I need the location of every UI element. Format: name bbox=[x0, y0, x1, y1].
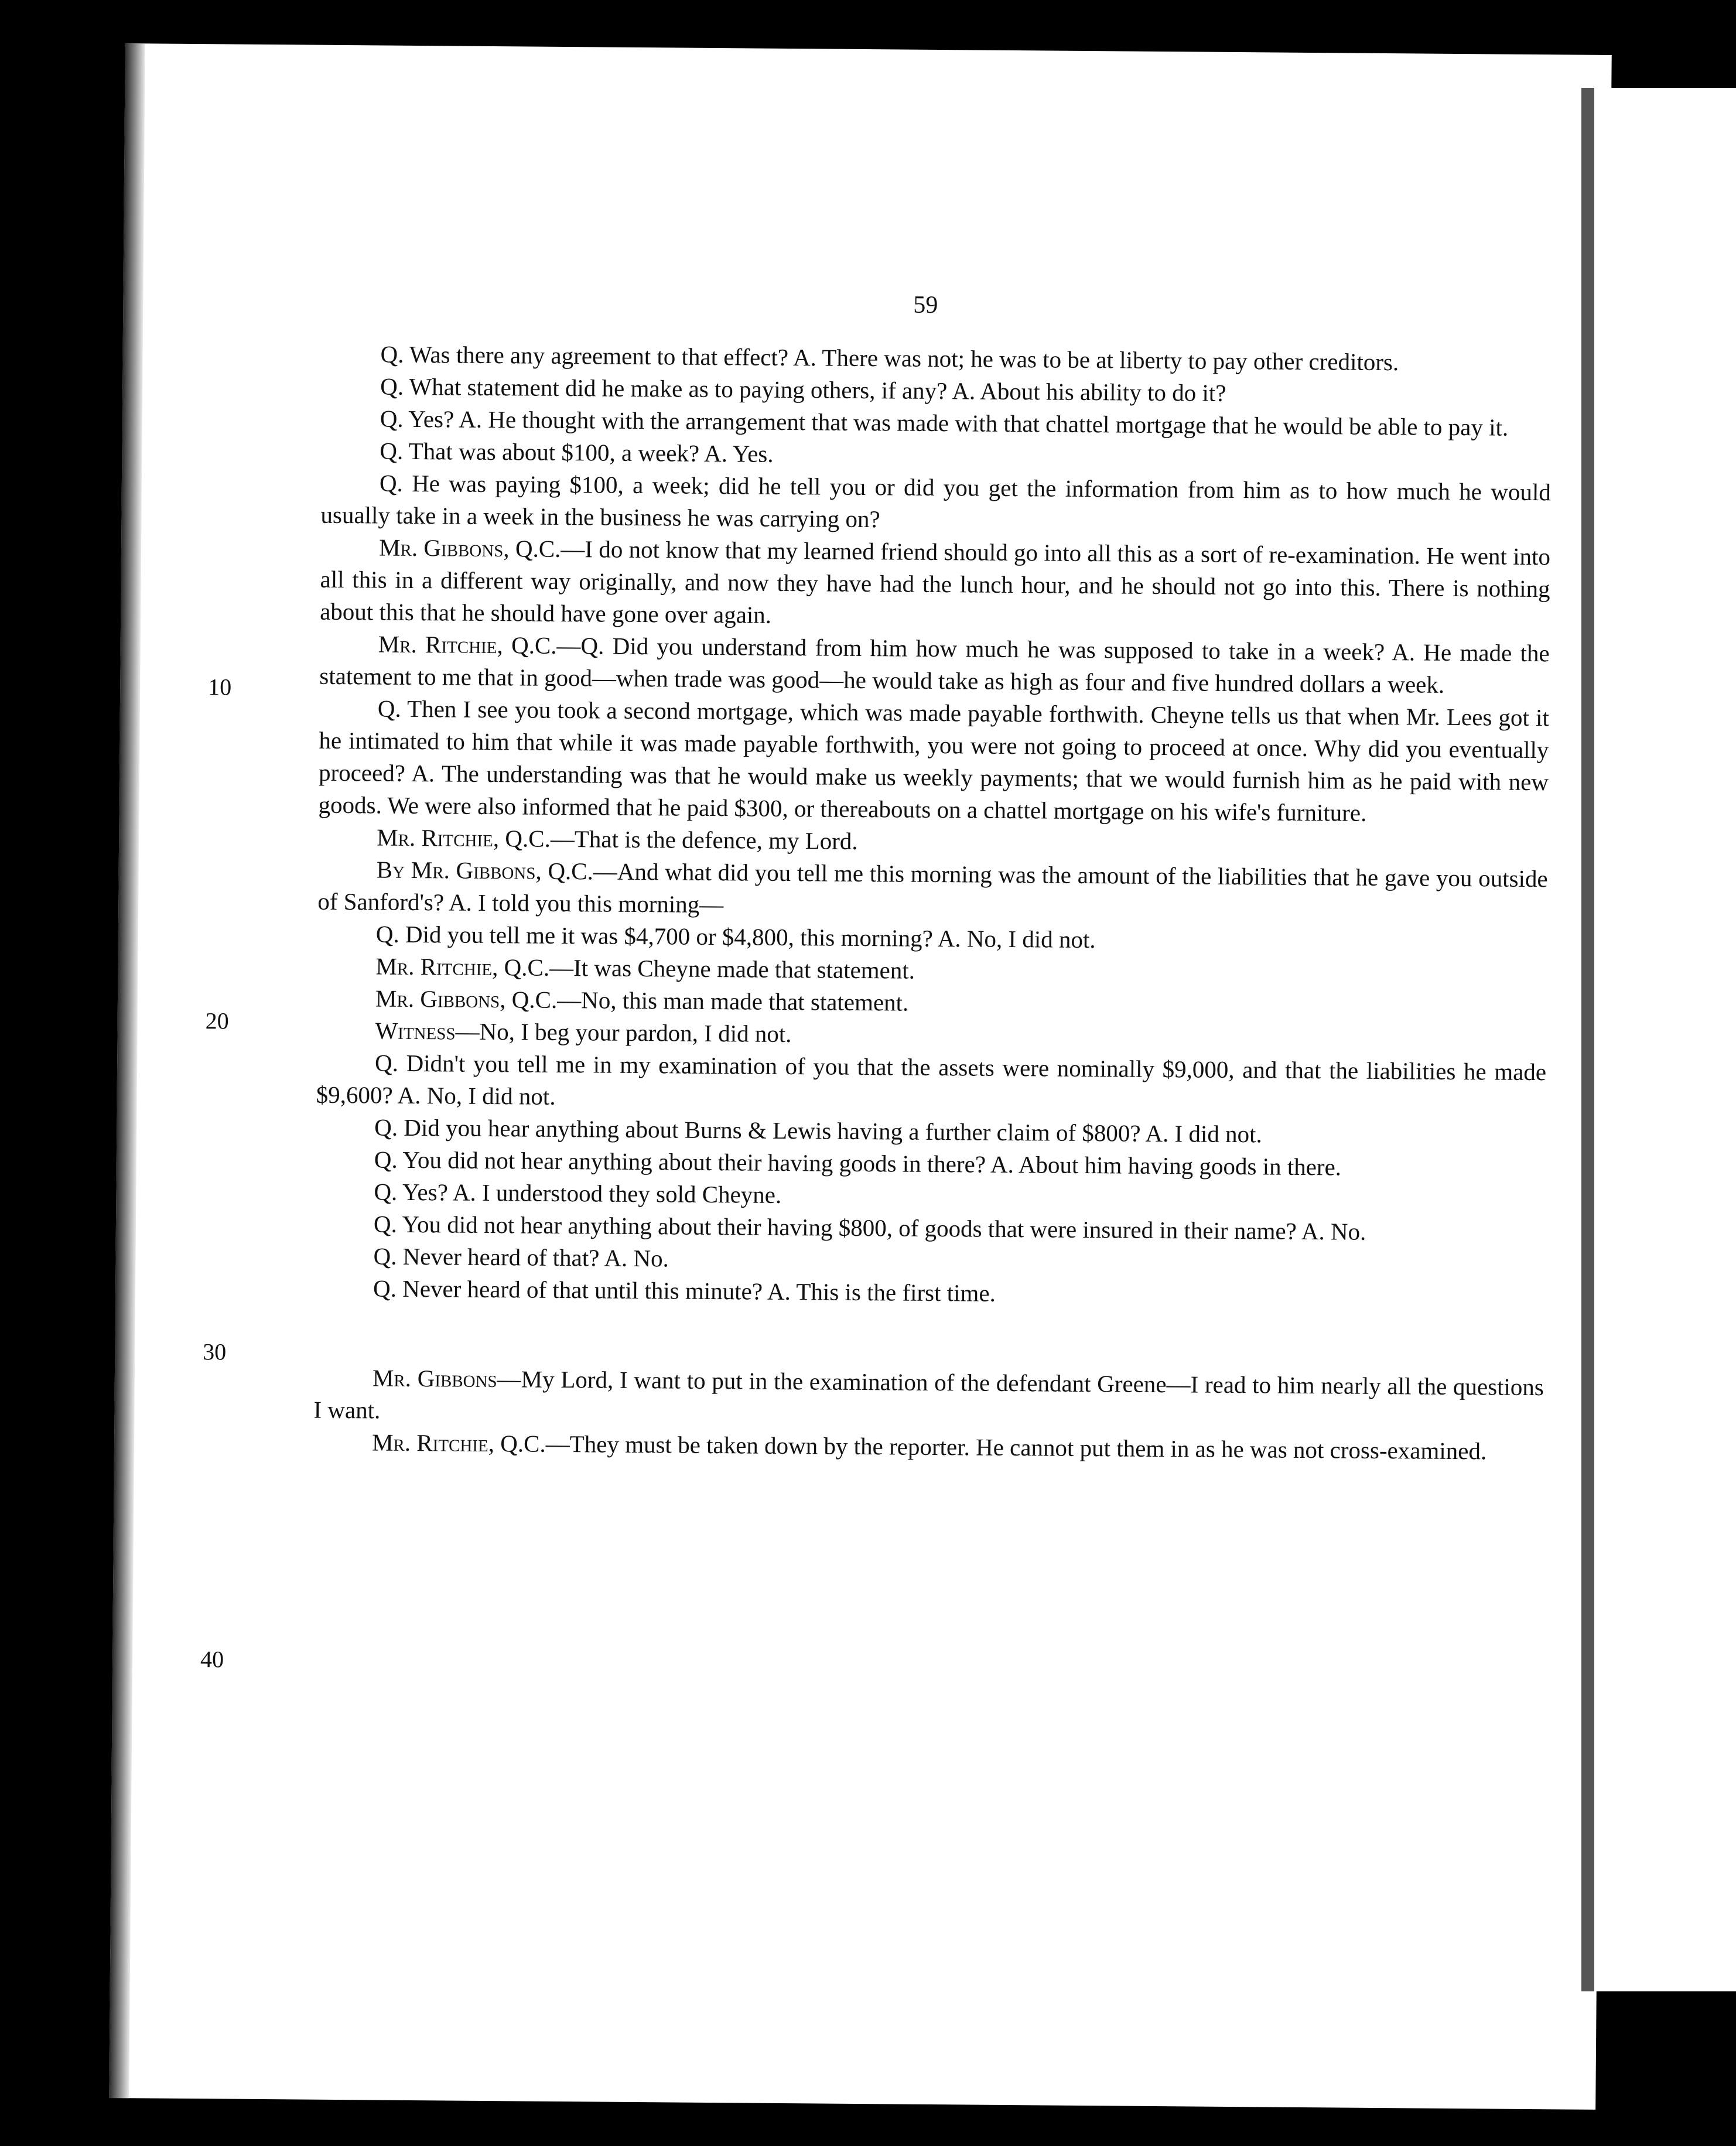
counsel-objection: Mr. Gibbons, Q.C.—I do not know that my learned friend should go into all this as a sort of re-examination. He went into all this in a different way originally, and now they have had the lunch hour, and he should not go into this. There is nothing about this that he should have gone over again. bbox=[320, 534, 1551, 628]
testimony-paragraph: Q. Never heard of that until this minute? A. This is the first time. bbox=[373, 1274, 996, 1307]
line-number-40: 40 bbox=[200, 1646, 224, 1673]
witness-statement: Witness—No, I beg your pardon, I did not. bbox=[375, 1017, 792, 1048]
counsel-question: Mr. Ritchie, Q.C.—Q. Did you understand from him how much he was supposed to take in a week? A. He made the statement to me that in good—when trade was good—he would take as high as four and five hundred dollars a week. bbox=[319, 630, 1550, 698]
document-page bbox=[109, 43, 1611, 2110]
testimony-paragraph: Q. Did you tell me it was $4,700 or $4,800, this morning? A. No, I did not. bbox=[375, 920, 1096, 954]
testimony-paragraph: Q. Yes? A. He thought with the arrangement that was made with that chattel mortgage that he would be able to pay it. bbox=[380, 405, 1509, 441]
testimony-paragraph: Q. What statement did he make as to paying others, if any? A. About his ability to do it? bbox=[380, 373, 1226, 406]
line-number-20: 20 bbox=[205, 1007, 229, 1034]
transcript-body bbox=[200, 338, 1552, 1673]
testimony-paragraph: Q. That was about $100, a week? A. Yes. bbox=[380, 437, 774, 467]
speaker-name: Mr. Gibbons bbox=[372, 1364, 497, 1393]
speaker-name: Mr. Ritchie bbox=[375, 952, 493, 981]
post-testimony-section bbox=[313, 1362, 1544, 1468]
speaker-name: Mr. Gibbons bbox=[378, 534, 504, 562]
counsel-question: By Mr. Gibbons, Q.C.—And what did you tell me this morning was the amount of the liabilities that he gave you outside of Sanford's? A. I told you this morning— bbox=[317, 856, 1548, 918]
speaker-name: Mr. Ritchie bbox=[371, 1429, 488, 1457]
page-number: 59 bbox=[913, 291, 938, 319]
page-gutter-shadow bbox=[109, 43, 145, 2098]
testimony-paragraph: Q. Did you hear anything about Burns & Lewis having a further claim of $800? A. I did not. bbox=[374, 1113, 1262, 1148]
counsel-statement: Mr. Ritchie, Q.C.—It was Cheyne made that statement. bbox=[375, 952, 915, 984]
speaker-name: Mr. Gibbons bbox=[375, 985, 500, 1013]
testimony-paragraph: Q. Didn't you tell me in my examination of you that the assets were nominally $9,000, and that the liabilities he made $9,600? A. No, I did not. bbox=[316, 1049, 1547, 1110]
testimony-paragraph: Q. You did not hear anything about their having goods in there? A. About him having goods in there. bbox=[374, 1146, 1342, 1181]
speaker-name: Mr. Ritchie bbox=[378, 630, 497, 659]
speaker-name: Witness bbox=[375, 1017, 456, 1045]
facing-page-edge bbox=[1581, 88, 1736, 1991]
counsel-statement: Mr. Ritchie, Q.C.—That is the defence, my Lord. bbox=[377, 823, 858, 855]
testimony-paragraph: Q. Yes? A. I understood they sold Cheyne. bbox=[374, 1178, 782, 1208]
testimony-paragraph: Q. He was paying $100, a week; did he tell you or did you get the information from him as to how much he would usually take in a week in the business he was carrying on? bbox=[320, 469, 1552, 533]
testimony-paragraph: Q. Then I see you took a second mortgage, which was made payable forthwith. Cheyne tells us that when Mr. Lees got it he intimated to him that while it was made payable forthwith, you were not going to proceed at once. Why did you eventually proceed? A. The understanding was that he would make us weekly payments; that we would furnish him as he paid with new goods. We were also informed that he paid $300, or thereabouts on a chattel mortgage on his wife's furniture. bbox=[318, 695, 1550, 826]
testimony-paragraph: Q. You did not hear anything about their having $800, of goods that were insured in their name? A. No. bbox=[373, 1210, 1366, 1245]
counsel-statement: Mr. Ritchie, Q.C.—They must be taken down by the reporter. He cannot put them in as he was not cross-examined. bbox=[371, 1429, 1487, 1465]
counsel-statement: Mr. Gibbons, Q.C.—No, this man made that statement. bbox=[375, 985, 909, 1016]
counsel-statement: Mr. Gibbons—My Lord, I want to put in the examination of the defendant Greene—I read to him nearly all the questions I want. bbox=[313, 1364, 1544, 1424]
testimony-paragraph: Q. Was there any agreement to that effect? A. There was not; he was to be at liberty to pay other creditors. bbox=[380, 340, 1399, 376]
testimony-paragraph: Q. Never heard of that? A. No. bbox=[373, 1242, 669, 1272]
speaker-name: By Mr. Gibbons bbox=[376, 856, 536, 884]
line-number-30: 30 bbox=[203, 1338, 227, 1365]
speaker-name: Mr. Ritchie bbox=[377, 823, 494, 852]
line-number-10: 10 bbox=[208, 674, 232, 700]
